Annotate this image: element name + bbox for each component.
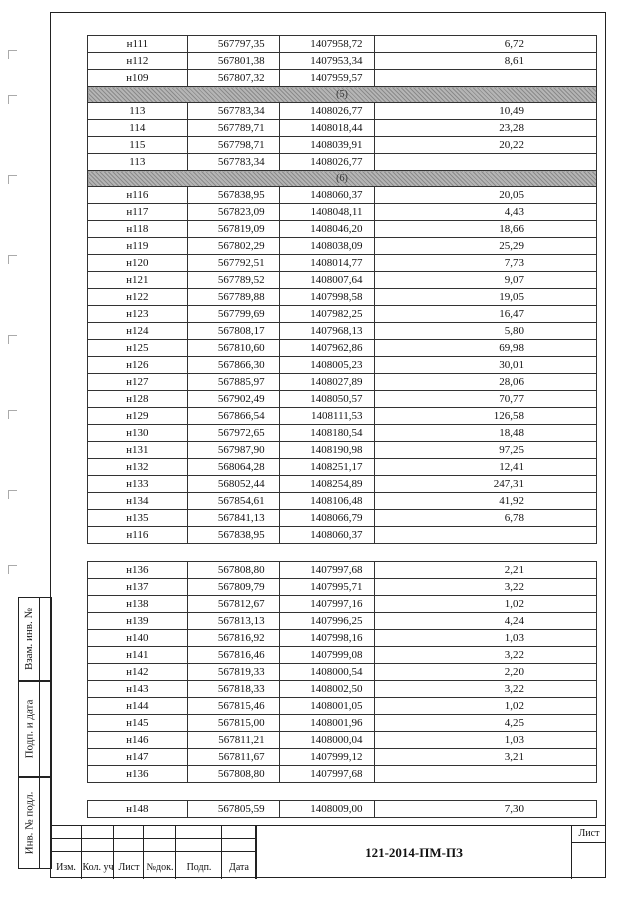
table-row (88, 647, 597, 664)
y-coord-cell: 1408007,64 (279, 272, 375, 289)
margin-tick (8, 175, 17, 184)
side-value-vzam (38, 597, 52, 681)
point-id-cell: н116 (88, 527, 188, 544)
stamp-data: Дата (229, 862, 249, 873)
table-row (88, 323, 597, 340)
point-id-cell: н136 (88, 562, 188, 579)
contour-header-row (88, 87, 597, 103)
x-coord-cell: 567801,38 (187, 53, 279, 70)
point-id-cell: н143 (88, 681, 188, 698)
y-coord-cell: 1407959,57 (279, 70, 375, 87)
point-id-cell: н146 (88, 732, 188, 749)
y-coord-cell: 1408111,53 (279, 408, 375, 425)
table-row (88, 53, 597, 70)
point-id-cell: н144 (88, 698, 188, 715)
y-coord-cell: 1408106,48 (279, 493, 375, 510)
distance-cell: 70,77 (375, 391, 597, 408)
margin-tick (8, 490, 17, 499)
point-id-cell: н137 (88, 579, 188, 596)
distance-cell: 69,98 (375, 340, 597, 357)
point-id-cell: н121 (88, 272, 188, 289)
y-coord-cell: 1407999,12 (279, 749, 375, 766)
x-coord-cell: 567799,69 (187, 306, 279, 323)
side-cell-inv (18, 777, 40, 869)
margin-tick (8, 565, 17, 574)
sheet-box (572, 826, 606, 879)
y-coord-cell: 1408026,77 (279, 103, 375, 120)
y-coord-cell: 1408000,54 (279, 664, 375, 681)
distance-cell: 2,21 (375, 562, 597, 579)
table-row (88, 391, 597, 408)
x-coord-cell: 567792,51 (187, 255, 279, 272)
distance-cell: 2,20 (375, 664, 597, 681)
table-row (88, 527, 597, 544)
point-id-cell: н124 (88, 323, 188, 340)
margin-tick (8, 50, 17, 59)
stamp-izm: Изм. (56, 862, 76, 873)
point-id-cell: н130 (88, 425, 188, 442)
distance-cell: 16,47 (375, 306, 597, 323)
y-coord-cell: 1408002,50 (279, 681, 375, 698)
spacer-cell (88, 783, 597, 801)
y-coord-cell: 1407997,68 (279, 766, 375, 783)
distance-cell: 7,73 (375, 255, 597, 272)
table-row (88, 579, 597, 596)
x-coord-cell: 567987,90 (187, 442, 279, 459)
x-coord-cell: 567819,33 (187, 664, 279, 681)
distance-cell: 6,72 (375, 36, 597, 53)
point-id-cell: н135 (88, 510, 188, 527)
y-coord-cell: 1407953,34 (279, 53, 375, 70)
table-row (88, 664, 597, 681)
x-coord-cell: 567813,13 (187, 613, 279, 630)
distance-cell: 3,22 (375, 647, 597, 664)
y-coord-cell: 1408066,79 (279, 510, 375, 527)
side-cell-vzam (18, 597, 40, 681)
document-code: 121-2014-ПМ-ПЗ (256, 826, 572, 879)
table-row (88, 732, 597, 749)
x-coord-cell: 567972,65 (187, 425, 279, 442)
y-coord-cell: 1407982,25 (279, 306, 375, 323)
point-id-cell: н112 (88, 53, 188, 70)
x-coord-cell: 567802,29 (187, 238, 279, 255)
y-coord-cell: 1408060,37 (279, 187, 375, 204)
distance-cell: 1,02 (375, 698, 597, 715)
side-label-vzam: Взам. инв. № (23, 608, 35, 670)
point-id-cell: н128 (88, 391, 188, 408)
table-row (88, 306, 597, 323)
distance-cell: 4,24 (375, 613, 597, 630)
table-row (88, 596, 597, 613)
stamp-kol: Кол. уч (82, 862, 114, 873)
y-coord-cell: 1407999,08 (279, 647, 375, 664)
margin-tick (8, 335, 17, 344)
distance-cell: 126,58 (375, 408, 597, 425)
y-coord-cell: 1407962,86 (279, 340, 375, 357)
distance-cell: 30,01 (375, 357, 597, 374)
y-coord-cell: 1408026,77 (279, 154, 375, 171)
sheet-label: Лист (572, 826, 606, 843)
point-id-cell: н132 (88, 459, 188, 476)
y-coord-cell: 1408005,23 (279, 357, 375, 374)
x-coord-cell: 567789,88 (187, 289, 279, 306)
y-coord-cell: 1408027,89 (279, 374, 375, 391)
distance-cell: 4,43 (375, 204, 597, 221)
contour-label: (5) (88, 87, 597, 103)
table-row (88, 204, 597, 221)
x-coord-cell: 567783,34 (187, 154, 279, 171)
x-coord-cell: 567816,92 (187, 630, 279, 647)
y-coord-cell: 1408180,54 (279, 425, 375, 442)
table-row (88, 70, 597, 87)
distance-cell: 19,05 (375, 289, 597, 306)
table-row (88, 36, 597, 53)
table-row (88, 715, 597, 732)
distance-cell: 8,61 (375, 53, 597, 70)
table-row (88, 766, 597, 783)
distance-cell: 247,31 (375, 476, 597, 493)
point-id-cell: н145 (88, 715, 188, 732)
table-row (88, 476, 597, 493)
table-row (88, 374, 597, 391)
point-id-cell: н111 (88, 36, 188, 53)
y-coord-cell: 1407996,25 (279, 613, 375, 630)
margin-tick (8, 95, 17, 104)
distance-cell: 23,28 (375, 120, 597, 137)
x-coord-cell: 567815,46 (187, 698, 279, 715)
distance-cell: 7,30 (375, 801, 597, 818)
point-id-cell: н147 (88, 749, 188, 766)
distance-cell: 9,07 (375, 272, 597, 289)
distance-cell: 25,29 (375, 238, 597, 255)
y-coord-cell: 1408014,77 (279, 255, 375, 272)
table-row (88, 137, 597, 154)
x-coord-cell: 567816,46 (187, 647, 279, 664)
distance-cell (375, 70, 597, 87)
point-id-cell: н142 (88, 664, 188, 681)
point-id-cell: н136 (88, 766, 188, 783)
stamp-list: Лист (118, 862, 140, 873)
table-row (88, 357, 597, 374)
table-row (88, 510, 597, 527)
point-id-cell: н141 (88, 647, 188, 664)
title-block (50, 825, 606, 879)
side-label-podp: Подп. и дата (23, 699, 36, 759)
table-row (88, 493, 597, 510)
y-coord-cell: 1408251,17 (279, 459, 375, 476)
table-row (88, 749, 597, 766)
x-coord-cell: 567808,17 (187, 323, 279, 340)
table-row (88, 289, 597, 306)
distance-cell: 41,92 (375, 493, 597, 510)
table-row (88, 630, 597, 647)
y-coord-cell: 1407997,16 (279, 596, 375, 613)
table-row (88, 340, 597, 357)
y-coord-cell: 1407995,71 (279, 579, 375, 596)
y-coord-cell: 1408190,98 (279, 442, 375, 459)
table-row (88, 272, 597, 289)
point-id-cell: н118 (88, 221, 188, 238)
x-coord-cell: 567838,95 (187, 527, 279, 544)
distance-cell: 18,48 (375, 425, 597, 442)
distance-cell: 18,66 (375, 221, 597, 238)
table-row (88, 221, 597, 238)
y-coord-cell: 1408039,91 (279, 137, 375, 154)
coordinates-table (87, 35, 597, 818)
margin-tick (8, 255, 17, 264)
x-coord-cell: 567902,49 (187, 391, 279, 408)
spacer-row (88, 544, 597, 562)
y-coord-cell: 1408001,96 (279, 715, 375, 732)
table-row (88, 681, 597, 698)
y-coord-cell: 1407998,16 (279, 630, 375, 647)
y-coord-cell: 1408254,89 (279, 476, 375, 493)
point-id-cell: н116 (88, 187, 188, 204)
y-coord-cell: 1407997,68 (279, 562, 375, 579)
x-coord-cell: 567866,30 (187, 357, 279, 374)
x-coord-cell: 567808,80 (187, 562, 279, 579)
x-coord-cell: 567818,33 (187, 681, 279, 698)
table-row (88, 238, 597, 255)
x-coord-cell: 567805,59 (187, 801, 279, 818)
point-id-cell: н134 (88, 493, 188, 510)
distance-cell: 5,80 (375, 323, 597, 340)
point-id-cell: н133 (88, 476, 188, 493)
x-coord-cell: 568052,44 (187, 476, 279, 493)
y-coord-cell: 1408001,05 (279, 698, 375, 715)
distance-cell: 28,06 (375, 374, 597, 391)
y-coord-cell: 1408046,20 (279, 221, 375, 238)
y-coord-cell: 1408038,09 (279, 238, 375, 255)
point-id-cell: н138 (88, 596, 188, 613)
table-row (88, 698, 597, 715)
distance-cell: 6,78 (375, 510, 597, 527)
y-coord-cell: 1408060,37 (279, 527, 375, 544)
x-coord-cell: 567789,71 (187, 120, 279, 137)
point-id-cell: н140 (88, 630, 188, 647)
distance-cell: 20,22 (375, 137, 597, 154)
distance-cell: 3,21 (375, 749, 597, 766)
point-id-cell: 113 (88, 154, 188, 171)
x-coord-cell: 567812,67 (187, 596, 279, 613)
distance-cell: 3,22 (375, 579, 597, 596)
table-row (88, 255, 597, 272)
point-id-cell: н129 (88, 408, 188, 425)
distance-cell: 10,49 (375, 103, 597, 120)
x-coord-cell: 568064,28 (187, 459, 279, 476)
point-id-cell: н120 (88, 255, 188, 272)
distance-cell: 20,05 (375, 187, 597, 204)
table-row (88, 613, 597, 630)
side-value-podp (38, 681, 52, 777)
y-coord-cell: 1407998,58 (279, 289, 375, 306)
x-coord-cell: 567783,34 (187, 103, 279, 120)
distance-cell: 97,25 (375, 442, 597, 459)
point-id-cell: н126 (88, 357, 188, 374)
stamp-ndok: №док. (146, 862, 174, 873)
side-label-inv: Инв. № подл. (23, 791, 35, 855)
point-id-cell: 115 (88, 137, 188, 154)
point-id-cell: 114 (88, 120, 188, 137)
x-coord-cell: 567789,52 (187, 272, 279, 289)
y-coord-cell: 1408048,11 (279, 204, 375, 221)
point-id-cell: н109 (88, 70, 188, 87)
table-row (88, 801, 597, 818)
distance-cell: 4,25 (375, 715, 597, 732)
stamp-grid (50, 826, 256, 879)
distance-cell: 3,22 (375, 681, 597, 698)
point-id-cell: н122 (88, 289, 188, 306)
y-coord-cell: 1407968,13 (279, 323, 375, 340)
x-coord-cell: 567841,13 (187, 510, 279, 527)
table-row (88, 103, 597, 120)
distance-cell: 12,41 (375, 459, 597, 476)
stamp-podp: Подп. (186, 862, 212, 873)
x-coord-cell: 567810,60 (187, 340, 279, 357)
x-coord-cell: 567823,09 (187, 204, 279, 221)
distance-cell: 1,02 (375, 596, 597, 613)
point-id-cell: н117 (88, 204, 188, 221)
table-row (88, 408, 597, 425)
x-coord-cell: 567811,67 (187, 749, 279, 766)
table-row (88, 442, 597, 459)
table-row (88, 425, 597, 442)
y-coord-cell: 1407958,72 (279, 36, 375, 53)
y-coord-cell: 1408009,00 (279, 801, 375, 818)
x-coord-cell: 567798,71 (187, 137, 279, 154)
point-id-cell: н139 (88, 613, 188, 630)
y-coord-cell: 1408000,04 (279, 732, 375, 749)
point-id-cell: н127 (88, 374, 188, 391)
x-coord-cell: 567807,32 (187, 70, 279, 87)
point-id-cell: н131 (88, 442, 188, 459)
spacer-row (88, 783, 597, 801)
x-coord-cell: 567885,97 (187, 374, 279, 391)
distance-cell: 1,03 (375, 732, 597, 749)
side-strip (18, 597, 40, 869)
distance-cell (375, 527, 597, 544)
side-cell-podp (18, 681, 40, 777)
point-id-cell: н148 (88, 801, 188, 818)
x-coord-cell: 567819,09 (187, 221, 279, 238)
table-row (88, 187, 597, 204)
table-row (88, 562, 597, 579)
x-coord-cell: 567809,79 (187, 579, 279, 596)
x-coord-cell: 567797,35 (187, 36, 279, 53)
y-coord-cell: 1408018,44 (279, 120, 375, 137)
x-coord-cell: 567815,00 (187, 715, 279, 732)
table-row (88, 154, 597, 171)
table-row (88, 120, 597, 137)
table-row (88, 459, 597, 476)
x-coord-cell: 567838,95 (187, 187, 279, 204)
x-coord-cell: 567811,21 (187, 732, 279, 749)
point-id-cell: 113 (88, 103, 188, 120)
point-id-cell: н123 (88, 306, 188, 323)
distance-cell (375, 766, 597, 783)
point-id-cell: н119 (88, 238, 188, 255)
y-coord-cell: 1408050,57 (279, 391, 375, 408)
x-coord-cell: 567854,61 (187, 493, 279, 510)
distance-cell (375, 154, 597, 171)
spacer-cell (88, 544, 597, 562)
margin-tick (8, 410, 17, 419)
x-coord-cell: 567866,54 (187, 408, 279, 425)
distance-cell: 1,03 (375, 630, 597, 647)
point-id-cell: н125 (88, 340, 188, 357)
x-coord-cell: 567808,80 (187, 766, 279, 783)
contour-label: (6) (88, 171, 597, 187)
contour-header-row (88, 171, 597, 187)
